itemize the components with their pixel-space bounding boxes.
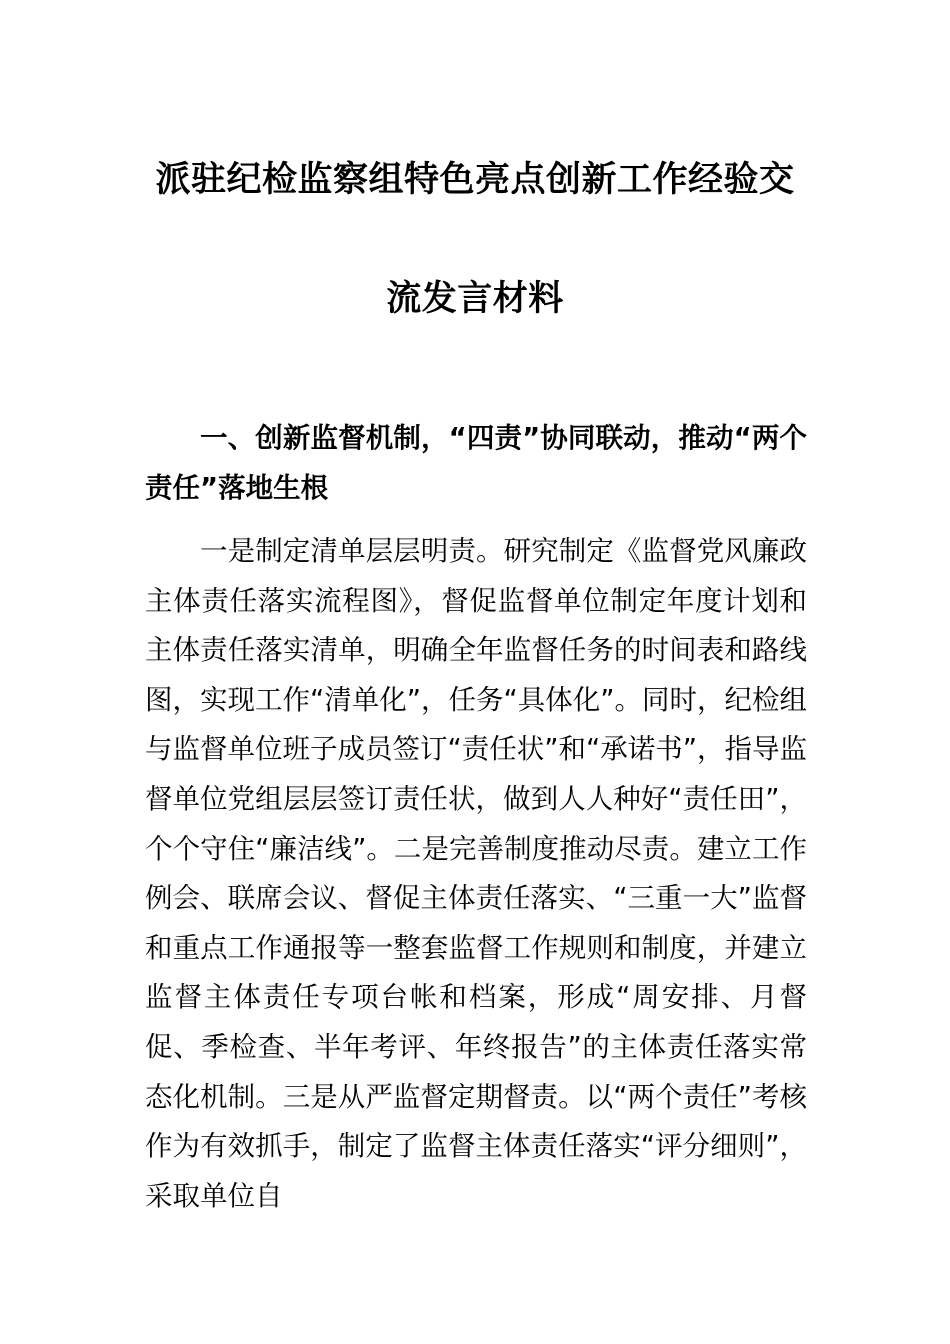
body-paragraph: 一是制定清单层层明责。研究制定《监督党风廉政主体责任落实流程图》，督促监督单位制定年度计划和主体责任落实清单，明确全年监督任务的时间表和路线图，实现工作“清单化”，任务“具体化”。同时，纪检组与监督单位班子成员签订“责任状”和“承诺书”，指导监督单位党组层层签订责任状，做到人人种好“责任田”，个个守住“廉洁线”。二是完善制度推动尽责。建立工作例会、联席会议、督促主体责任落实、“三重一大”监督和重点工作通报等一整套监督工作规则和制度，并建立监督主体责任专项台帐和档案，形成“周安排、月督促、季检查、半年考评、年终报告”的主体责任落实常态化机制。三是从严监督定期督责。以“两个责任”考核作为有效抓手，制定了监督主体责任落实“评分细则”，采取单位自 [145, 535, 807, 1212]
section-heading: 一、创新监督机制，“四责”协同联动，推动“两个责任”落地生根 [145, 422, 807, 504]
document-title-line-1: 派驻纪检监察组特色亮点创新工作经验交 [155, 160, 795, 200]
document-title-line-2: 流发言材料 [386, 279, 564, 319]
